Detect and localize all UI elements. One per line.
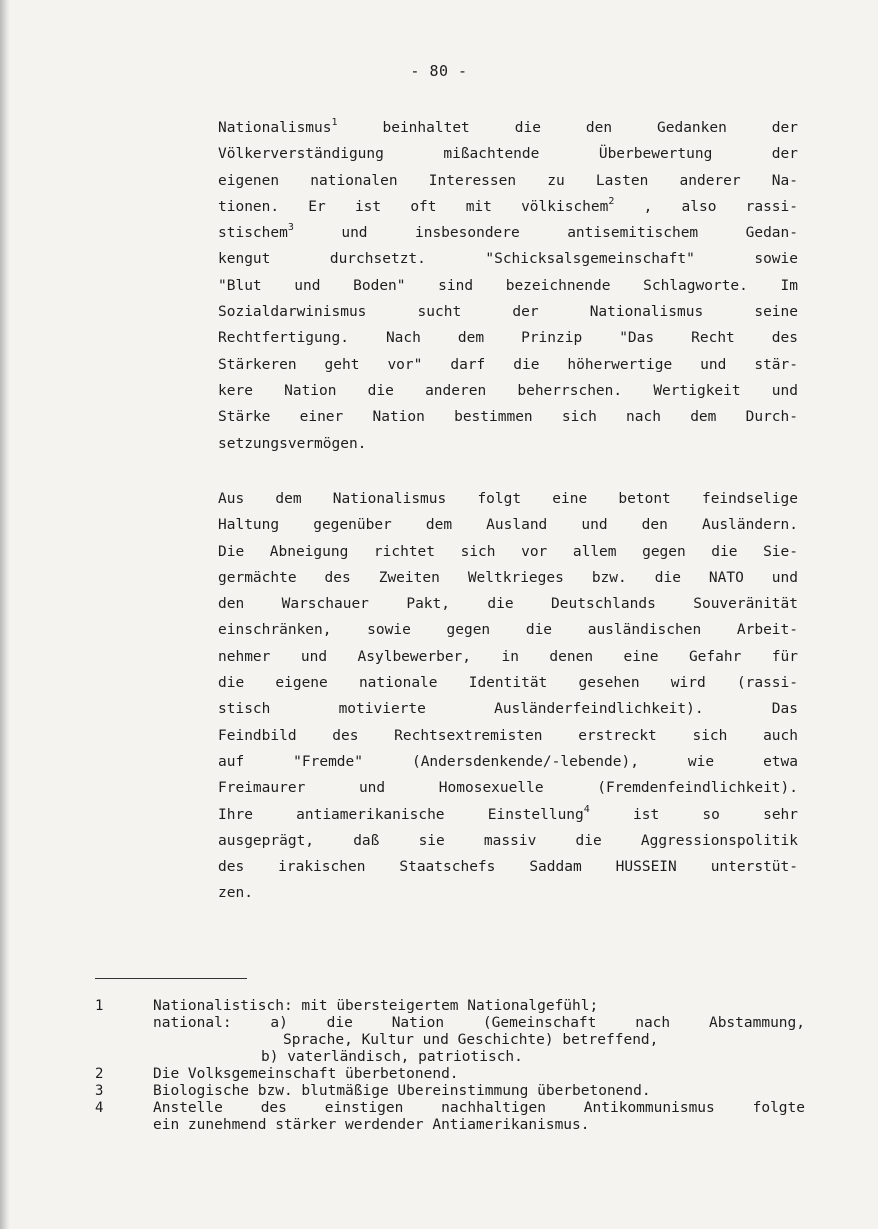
- footnote-line: Nationalistisch: mit übersteigertem Nationalgefühl;: [153, 998, 599, 1014]
- line-text: Nationalismus: [218, 120, 332, 136]
- text-line: [218, 486, 798, 512]
- footnotes: [95, 998, 805, 1134]
- text-line: [218, 246, 798, 272]
- line-text: auf "Fremde" (Andersdenkende/-lebende), wie etwa: [218, 753, 798, 770]
- text-line: [218, 670, 798, 696]
- line-text-rest: und insbesondere antisemitischem Gedan-: [293, 225, 798, 242]
- footnote-line: national: a) die Nation (Gemeinschaft nach Abstammung,: [153, 1015, 805, 1031]
- footnote-2: [95, 1066, 805, 1083]
- text-line: [218, 591, 798, 617]
- line-text: Rechtfertigung. Nach dem Prinzip "Das Recht des: [218, 330, 798, 347]
- text-line: [218, 299, 798, 325]
- line-text: Stärke einer Nation bestimmen sich nach dem Durch-: [218, 409, 798, 426]
- line-text: Ihre antiamerikanische Einstellung: [218, 806, 584, 823]
- text-line: [218, 802, 798, 828]
- footnote-line: Biologische bzw. blutmäßige Übereinstimmung überbetonend.: [153, 1083, 651, 1099]
- text-line: [218, 880, 798, 906]
- footnote-marker: 4: [583, 803, 590, 815]
- page-left-edge: [0, 0, 10, 1229]
- page-number: - 80 -: [410, 62, 468, 80]
- text-line: [218, 723, 798, 749]
- line-text: germächte des Zweiten Weltkrieges bzw. die NATO und: [218, 569, 798, 586]
- line-text: kengut durchsetzt. "Schicksalsgemeinschaft" sowie: [218, 251, 798, 268]
- text-line: [218, 828, 798, 854]
- line-text: setzungsvermögen.: [218, 435, 367, 452]
- text-line: [218, 539, 798, 565]
- line-text-rest: beinhaltet die den Gedanken der: [337, 120, 798, 136]
- text-line: [218, 273, 798, 299]
- footnote-line: b) vaterländisch, patriotisch.: [261, 1049, 523, 1065]
- line-text: den Warschauer Pakt, die Deutschlands Souveränität: [218, 596, 798, 613]
- text-line: [218, 194, 798, 220]
- footnote-line: Anstelle des einstigen nachhaltigen Antikommunismus folgte: [153, 1100, 805, 1116]
- line-text: ausgeprägt, daß sie massiv die Aggressionspolitik: [218, 832, 798, 849]
- text-line: [218, 696, 798, 722]
- line-text: tionen. Er ist oft mit völkischem: [218, 198, 609, 215]
- footnote-number: 1: [95, 998, 104, 1014]
- text-line: [218, 617, 798, 643]
- line-text: einschränken, sowie gegen die ausländischen Arbeit-: [218, 622, 798, 639]
- line-text: Freimaurer und Homosexuelle (Fremdenfeindlichkeit).: [218, 780, 798, 797]
- paragraph-nationalismus: [218, 115, 798, 457]
- text-line: [218, 512, 798, 538]
- footnote-1: [95, 998, 805, 1066]
- line-text: die eigene nationale Identität gesehen wird (rassi-: [218, 675, 798, 692]
- line-text: stischem: [218, 225, 288, 242]
- line-text-rest: , also rassi-: [614, 198, 798, 215]
- line-text: Aus dem Nationalismus folgt eine betont feindselige: [218, 491, 798, 507]
- footnote-separator: [95, 978, 247, 979]
- line-text: kere Nation die anderen beherrschen. Wertigkeit und: [218, 382, 798, 399]
- text-line: [218, 325, 798, 351]
- footnote-number: 2: [95, 1066, 104, 1082]
- text-line: [218, 749, 798, 775]
- paragraph-feindbild: [218, 486, 798, 907]
- line-text: Sozialdarwinismus sucht der Nationalismus seine: [218, 304, 798, 321]
- line-text: Stärkeren geht vor" darf die höherwertige und stär-: [218, 356, 798, 373]
- footnote-number: 4: [95, 1100, 104, 1116]
- line-text: zen.: [218, 885, 253, 902]
- footnote-number: 3: [95, 1083, 104, 1099]
- footnote-marker: 2: [608, 195, 615, 207]
- text-line: [218, 378, 798, 404]
- text-line: [218, 352, 798, 378]
- line-text: des irakischen Staatschefs Saddam HUSSEIN unterstüt-: [218, 859, 798, 876]
- footnote-marker: 1: [331, 117, 338, 128]
- line-text: nehmer und Asylbewerber, in denen eine Gefahr für: [218, 648, 798, 665]
- line-text: eigenen nationalen Interessen zu Lasten anderer Na-: [218, 172, 798, 189]
- line-text: Die Abneigung richtet sich vor allem gegen die Sie-: [218, 543, 798, 560]
- text-line: [218, 854, 798, 880]
- line-text: Feindbild des Rechtsextremisten erstreckt sich auch: [218, 727, 798, 744]
- footnote-line: Sprache, Kultur und Geschichte) betreffend,: [283, 1032, 659, 1048]
- text-line: [218, 775, 798, 801]
- text-line: [218, 431, 798, 457]
- text-line: [218, 644, 798, 670]
- footnote-line: ein zunehmend stärker werdender Antiamerikanismus.: [153, 1117, 590, 1133]
- text-line: [218, 565, 798, 591]
- text-line: [218, 141, 798, 167]
- text-line: [218, 115, 798, 141]
- line-text: stisch motivierte Ausländerfeindlichkeit). Das: [218, 701, 798, 718]
- line-text: Völkerverständigung mißachtende Überbewertung der: [218, 146, 798, 163]
- footnote-3: [95, 1083, 805, 1100]
- text-line: [218, 404, 798, 430]
- footnote-marker: 3: [287, 222, 294, 234]
- line-text-rest: ist so sehr: [589, 806, 798, 823]
- line-text: Haltung gegenüber dem Ausland und den Ausländern.: [218, 517, 798, 534]
- text-line: [218, 168, 798, 194]
- footnote-4: [95, 1100, 805, 1134]
- footnote-line: Die Volksgemeinschaft überbetonend.: [153, 1066, 459, 1082]
- text-line: [218, 220, 798, 246]
- line-text: "Blut und Boden" sind bezeichnende Schlagworte. Im: [218, 277, 798, 294]
